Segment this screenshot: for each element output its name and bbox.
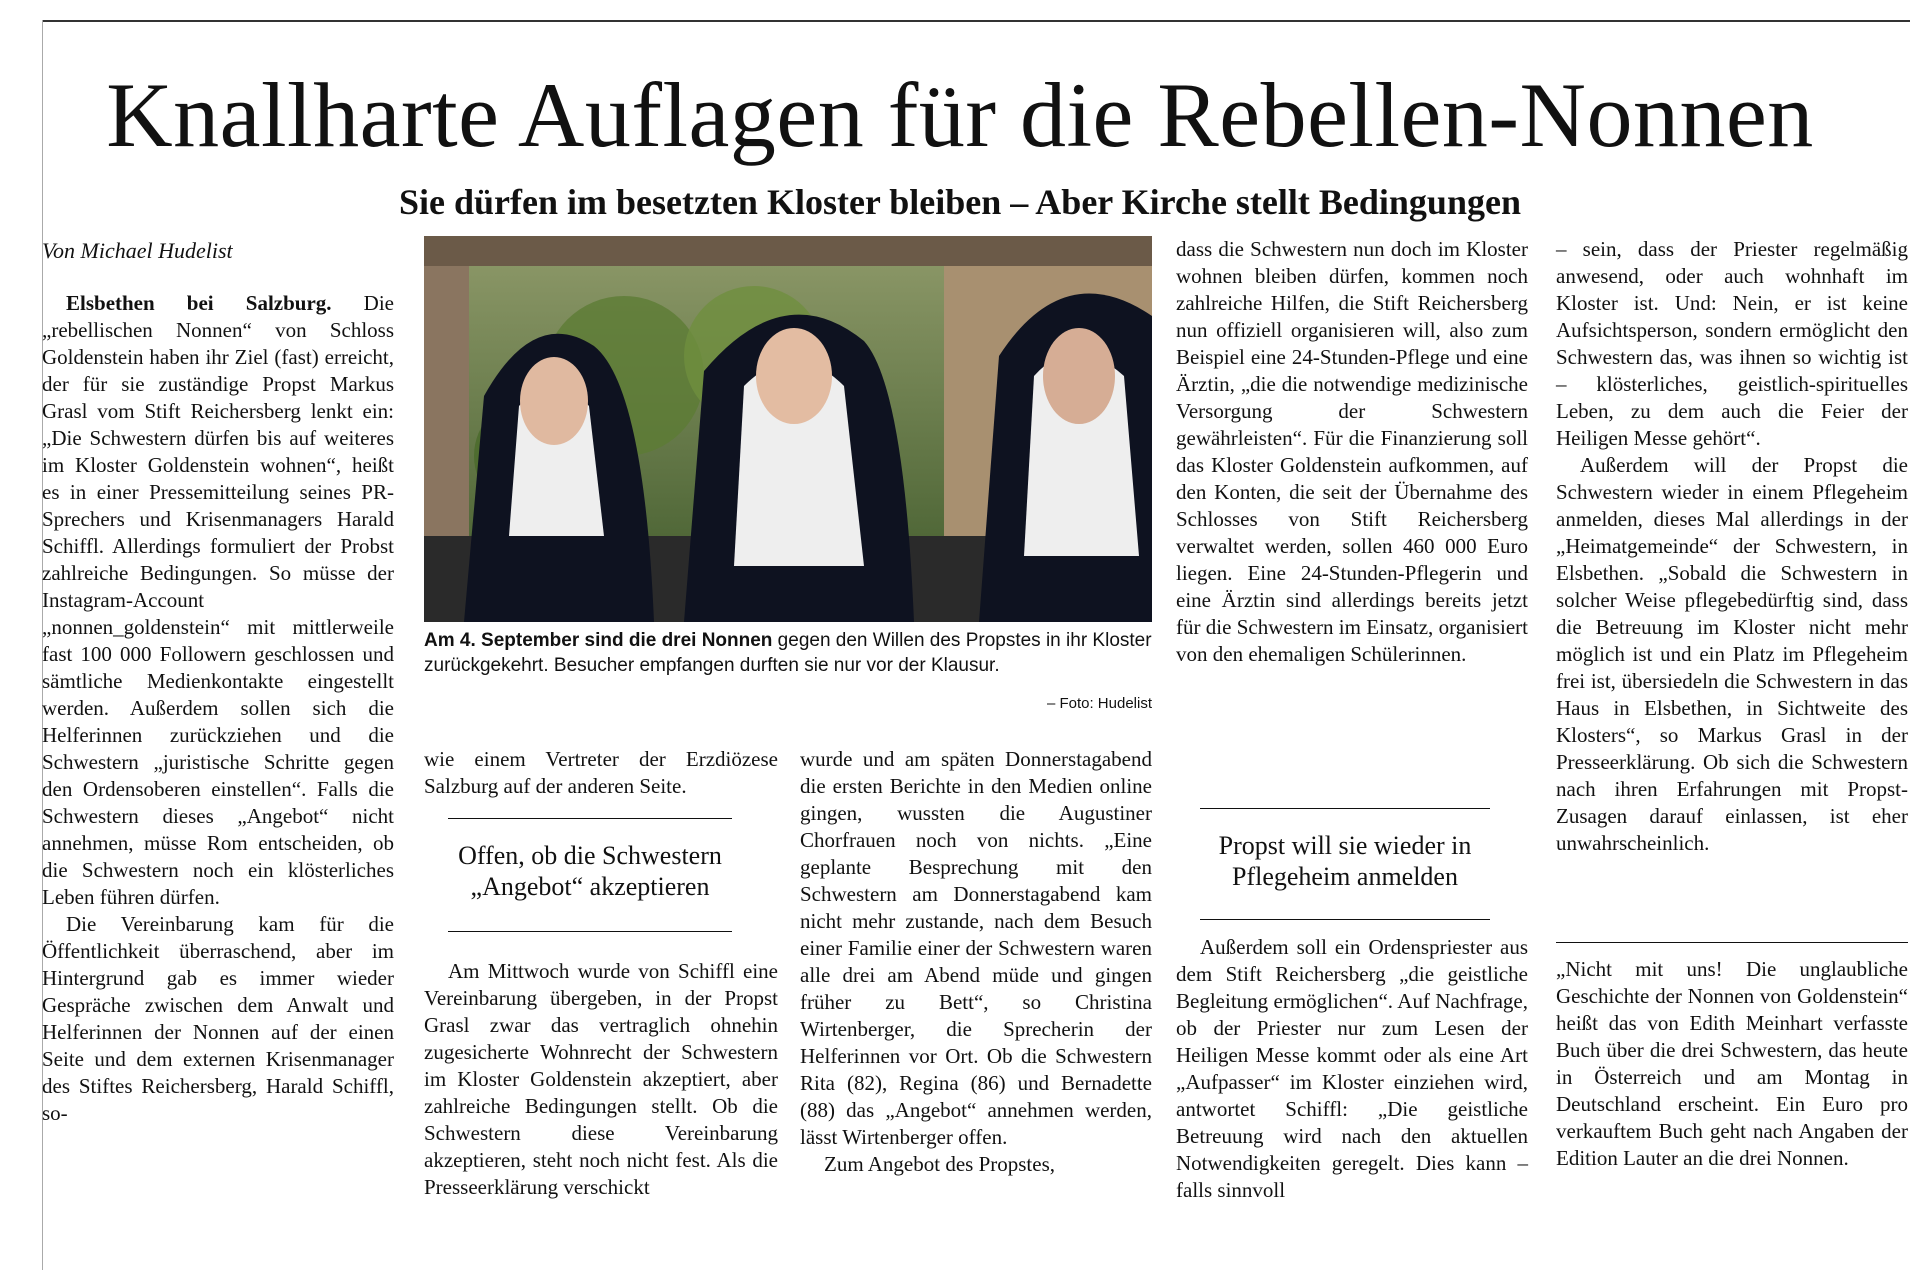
subhead-offen: Offen, ob die Schwestern „Angebot“ akzeptieren — [458, 841, 722, 901]
col5-paragraph-2: Außerdem will der Propst die Schwestern wieder in einem Pflegeheim anmelden, dieses Mal allerdings in der „Heimatgemeinde“ der Schwestern, in Elsbethen. „Sobald die Schwestern in solcher Weise pflegebedürftig sind, dass die Betreuung im Kloster nicht mehr möglich ist und ein Platz im Pflegeheim frei ist, übersiedeln die Schwestern in das Haus in Elsbethen, in Sichtweite des Klosters“, so Markus Grasl in der Presseerklärung. Ob sich die Schwestern nach ihren Erfahrungen mit Propst-Zusagen darauf einlassen, ist eher unwahrscheinlich. — [1556, 453, 1908, 855]
column-3 — [800, 746, 1152, 1178]
col5-paragraph-1: – sein, dass der Priester regelmäßig anwesend, oder auch wohnhaft im Kloster ist. Und: Nein, er ist keine Aufsichtsperson, sondern ermöglicht den Schwestern das, was ihnen so wichtig ist – klösterliches, geistlich-spirituelles Leben, zu dem auch die Feier der Heiligen Messe gehört“. — [1556, 237, 1908, 450]
book-box-rule — [1556, 942, 1908, 943]
column-2-lower — [424, 958, 778, 1201]
caption-lead: Am 4. September sind die drei Nonnen — [424, 630, 773, 651]
col1-paragraph-1-text: Die „rebellischen Nonnen“ von Schloss Goldenstein haben ihr Ziel (fast) erreicht, der für sie zuständige Propst Markus Grasl vom Stift Reichersberg lenkt ein: „Die Schwestern dürfen bis auf weiteres im Kloster Goldenstein wohnen“, heißt es in einer Pressemitteilung seines PR-Sprechers und Krisenmanagers Harald Schiffl. Allerdings formuliert der Probst zahlreiche Bedingungen. So müsse der Instagram-Account „nonnen_goldenstein“ mit mittlerweile fast 100 000 Followern geschlossen und sämtliche Medienkontakte eingestellt werden. Außerdem sollen sich die Helferinnen zurückziehen und die Schwestern „juristische Schritte gegen den Ordensoberen einstellen“. Falls die Schwestern dieses „Angebot“ nicht annehmen, müsse Rom entscheiden, ob die Schwestern noch ein klösterliches Leben führen dürfen. — [42, 291, 394, 909]
subhead-box-2 — [1200, 808, 1490, 920]
headline: Knallharte Auflagen für die Rebellen-Nonnen — [106, 64, 1814, 166]
photo-credit: – Foto: Hudelist — [1046, 695, 1152, 712]
subhead-rule-bottom — [1200, 919, 1490, 920]
col2-paragraph-1: wie einem Vertreter der Erzdiözese Salzburg auf der anderen Seite. — [424, 747, 778, 798]
nuns-photo-illustration — [424, 236, 1152, 622]
subheadline: Sie dürfen im besetzten Kloster bleiben – Aber Kirche stellt Bedingungen — [399, 182, 1521, 222]
dateline: Elsbethen bei Salzburg. — [66, 291, 332, 315]
top-rule — [42, 20, 1910, 22]
col3-paragraph-2: Zum Angebot des Propstes, — [824, 1152, 1055, 1176]
subhead-rule-top — [1200, 808, 1490, 809]
book-note — [1556, 956, 1908, 1172]
col5-paragraph-3: „Nicht mit uns! Die unglaubliche Geschichte der Nonnen von Goldenstein“ heißt das von Edith Meinhart verfasste Buch über die drei Schwestern, das heute in Österreich und am Montag in Deutschland erscheint. Ein Euro pro verkauftem Buch geht nach Angaben der Edition Lauter an die drei Nonnen. — [1556, 957, 1908, 1170]
col1-paragraph-1 — [42, 290, 394, 911]
col4-paragraph-2: Außerdem soll ein Ordenspriester aus dem Stift Reichersberg „die geistliche Begleitung ermöglichen“. Auf Nachfrage, ob der Priester nur zum Lesen der Heiligen Messe kommt oder als eine Art „Aufpasser“ im Kloster einziehen wird, antwortet Schiffl: „Die geistliche Betreuung wird nach den aktuellen Notwendigkeiten geregelt. Dies kann – falls sinnvoll — [1176, 935, 1528, 1202]
column-1 — [42, 236, 394, 1127]
column-4 — [1176, 236, 1528, 668]
subhead-propst: Propst will sie wieder in Pflegeheim anmelden — [1218, 831, 1472, 891]
subhead-rule-top — [448, 818, 732, 819]
column-4-lower — [1176, 934, 1528, 1204]
subhead-rule-bottom — [448, 931, 732, 932]
nuns-photo — [424, 236, 1152, 622]
caption-text: gegen den Willen des Propstes in ihr Kloster zurückgekehrt. Besucher empfangen durften sie nur vor der Klausur. — [424, 630, 1152, 676]
column-5 — [1556, 236, 1908, 857]
subhead-box-1 — [448, 818, 732, 932]
byline: Von Michael Hudelist — [42, 238, 233, 263]
photo-caption — [424, 628, 1152, 678]
col3-paragraph-1: wurde und am späten Donnerstagabend die ersten Berichte in den Medien online gingen, wussten die Augustiner Chorfrauen noch von nichts. „Eine geplante Besprechung mit den Schwestern am Donnerstagabend kam nicht mehr zustande, nach dem Besuch einer Familie einer der Schwestern waren alle drei am Abend müde und gingen früher zu Bett“, so Christina Wirtenberger, die Sprecherin der Helferinnen vor Ort. Ob die Schwestern Rita (82), Regina (86) und Bernadette (88) das „Angebot“ annehmen werden, lässt Wirtenberger offen. — [800, 747, 1152, 1149]
col2-paragraph-2: Am Mittwoch wurde von Schiffl eine Vereinbarung übergeben, in der Propst Grasl zwar das vertraglich ohnehin zugesicherte Wohnrecht der Schwestern im Kloster Goldenstein akzeptiert, aber zahlreiche Bedingungen stellt. Ob die Schwestern diese Vereinbarung akzeptieren, steht noch nicht fest. Als die Presseerklärung verschickt — [424, 959, 778, 1199]
column-2 — [424, 746, 778, 800]
col1-paragraph-2: Die Vereinbarung kam für die Öffentlichkeit überraschend, aber im Hintergrund gab es immer wieder Gespräche zwischen dem Anwalt und Helferinnen der Nonnen auf der einen Seite und dem externen Krisenmanager des Stiftes Reichersberg, Harald Schiffl, so- — [42, 912, 394, 1125]
col4-paragraph-1: dass die Schwestern nun doch im Kloster wohnen bleiben dürfen, kommen noch zahlreiche Hilfen, die Stift Reichersberg nun offiziell organisieren will, also zum Beispiel eine 24-Stunden-Pflege und eine Ärztin, „die die notwendige medizinische Versorgung der Schwestern gewährleisten“. Für die Finanzierung soll das Kloster Goldenstein aufkommen, auf den Konten, die seit der Übernahme des Schlosses von Stift Reichersberg verwaltet werden, sollen 460 000 Euro liegen. Eine 24-Stunden-Pflegerin und eine Ärztin sind allerdings bereits jetzt für die Schwestern im Einsatz, organisiert von den ehemaligen Schülerinnen. — [1176, 237, 1528, 666]
